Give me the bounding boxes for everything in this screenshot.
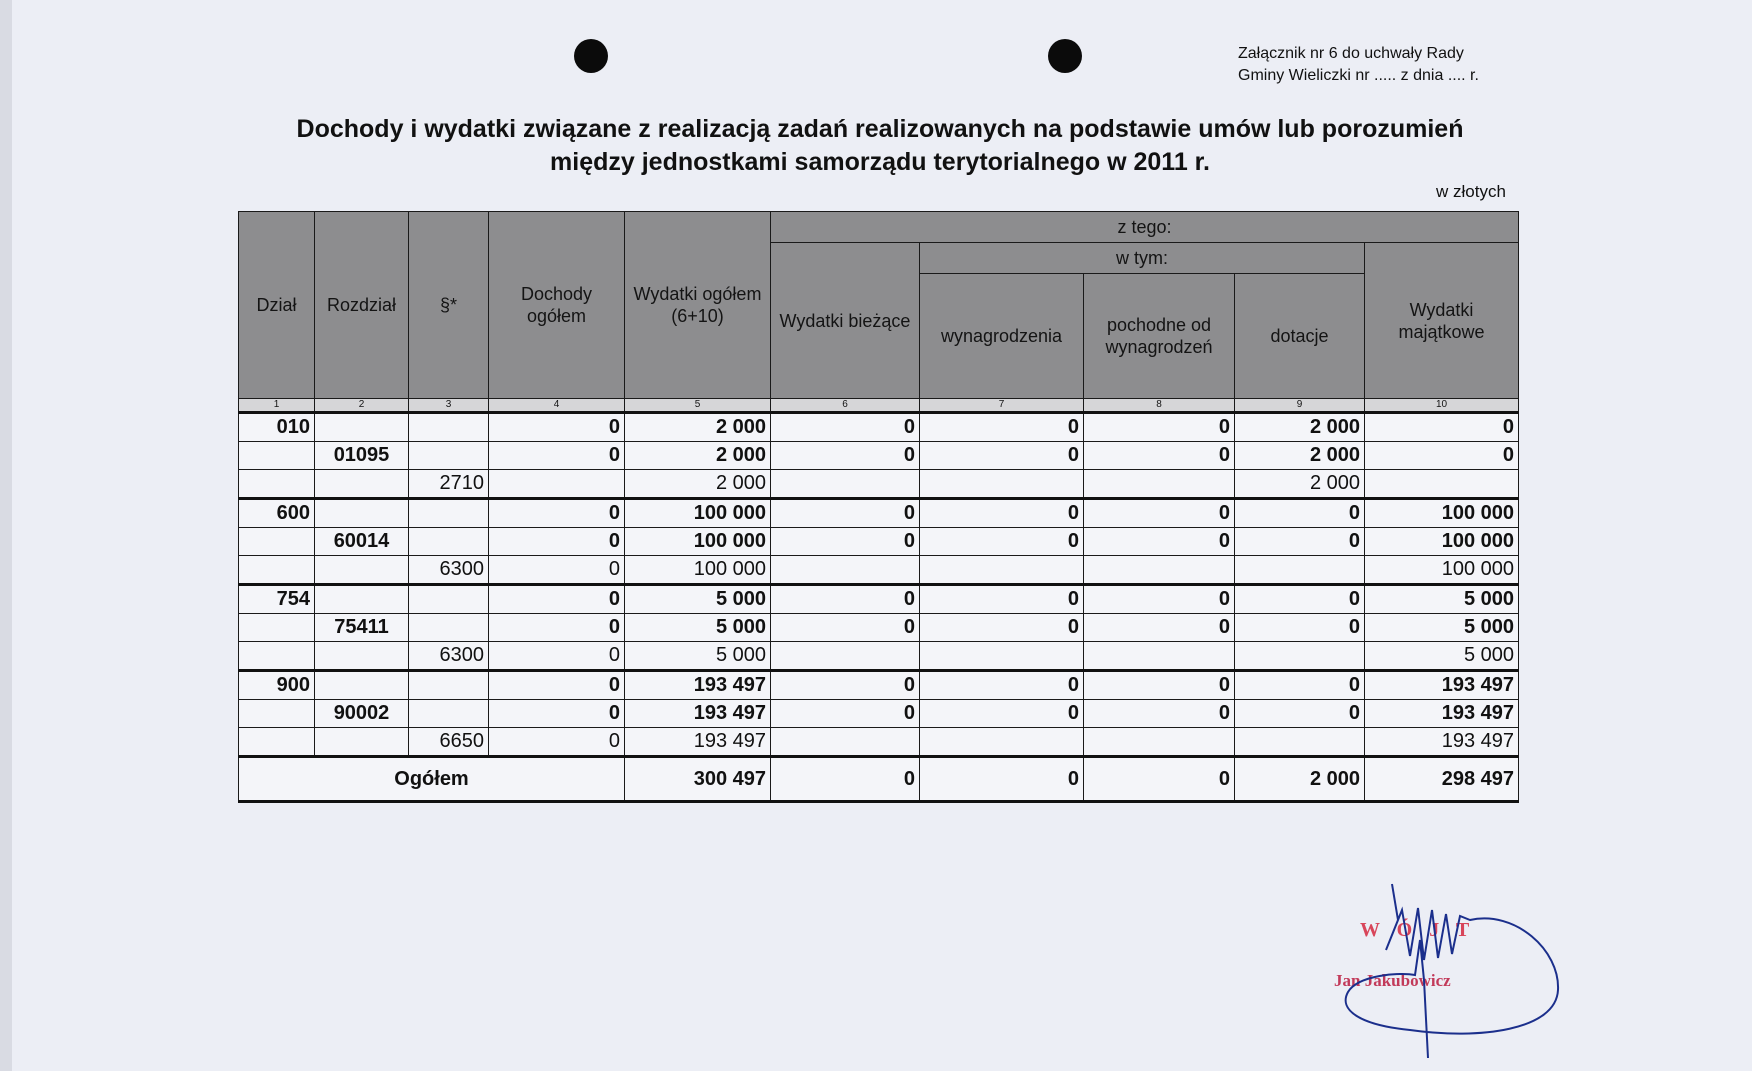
cell-dochody: 0: [489, 671, 625, 700]
cell-wydatki: 100 000: [625, 528, 771, 556]
document-title: [230, 113, 1530, 179]
cell-majatkowe: 100 000: [1365, 528, 1519, 556]
cell-biezace: 0: [771, 671, 920, 700]
header-paragraf: §*: [409, 212, 489, 399]
cell-paragraf: [409, 499, 489, 528]
cell-pochodne: 0: [1084, 528, 1235, 556]
cell-wydatki: 100 000: [625, 556, 771, 585]
cell-paragraf: 6650: [409, 728, 489, 757]
cell-wynagrodzenia: 0: [920, 442, 1084, 470]
cell-wynagrodzenia: 0: [920, 499, 1084, 528]
cell-dotacje: [1235, 642, 1365, 671]
cell-majatkowe: 5 000: [1365, 642, 1519, 671]
cell-dzial: 010: [239, 413, 315, 442]
header-dochody: Dochody ogółem: [489, 212, 625, 399]
total-label: Ogółem: [239, 757, 625, 802]
cell-dotacje: 0: [1235, 700, 1365, 728]
table-row: [239, 642, 1519, 671]
cell-biezace: 0: [771, 413, 920, 442]
total-dotacje: 2 000: [1235, 757, 1365, 802]
col-number: 4: [489, 399, 625, 413]
cell-biezace: [771, 728, 920, 757]
table-row: [239, 528, 1519, 556]
cell-biezace: 0: [771, 528, 920, 556]
total-pochodne: 0: [1084, 757, 1235, 802]
stamp-title: W Ó J T: [1360, 919, 1476, 941]
header-rozdzial: Rozdział: [315, 212, 409, 399]
table-row: [239, 470, 1519, 499]
table-row: [239, 614, 1519, 642]
total-row: [239, 757, 1519, 802]
cell-dzial: 754: [239, 585, 315, 614]
cell-wynagrodzenia: 0: [920, 614, 1084, 642]
cell-wynagrodzenia: 0: [920, 413, 1084, 442]
cell-pochodne: 0: [1084, 413, 1235, 442]
cell-rozdzial: [315, 585, 409, 614]
header-wydatki: Wydatki ogółem (6+10): [625, 212, 771, 399]
cell-paragraf: [409, 585, 489, 614]
cell-biezace: [771, 642, 920, 671]
header-w-tym: w tym:: [920, 243, 1365, 274]
cell-paragraf: 2710: [409, 470, 489, 499]
col-number: 9: [1235, 399, 1365, 413]
header-z-tego: z tego:: [771, 212, 1519, 243]
cell-majatkowe: 100 000: [1365, 556, 1519, 585]
cell-dotacje: 2 000: [1235, 442, 1365, 470]
cell-paragraf: [409, 413, 489, 442]
cell-wynagrodzenia: [920, 556, 1084, 585]
cell-wydatki: 193 497: [625, 728, 771, 757]
cell-dotacje: [1235, 728, 1365, 757]
stamp-name: Jan Jakubowicz: [1334, 971, 1451, 990]
cell-dzial: 900: [239, 671, 315, 700]
total-majatkowe: 298 497: [1365, 757, 1519, 802]
currency-note: w złotych: [1436, 182, 1506, 201]
cell-pochodne: 0: [1084, 499, 1235, 528]
cell-biezace: 0: [771, 700, 920, 728]
cell-paragraf: [409, 614, 489, 642]
cell-dochody: 0: [489, 585, 625, 614]
cell-paragraf: [409, 528, 489, 556]
cell-dochody: 0: [489, 499, 625, 528]
cell-paragraf: [409, 442, 489, 470]
cell-pochodne: 0: [1084, 671, 1235, 700]
cell-paragraf: [409, 671, 489, 700]
header-pochodne: pochodne od wynagrodzeń: [1084, 274, 1235, 399]
cell-wydatki: 2 000: [625, 413, 771, 442]
header-wynagrodzenia: wynagrodzenia: [920, 274, 1084, 399]
header-dzial: Dział: [239, 212, 315, 399]
cell-dzial: [239, 442, 315, 470]
cell-dotacje: 2 000: [1235, 413, 1365, 442]
cell-dzial: [239, 470, 315, 499]
table-row: [239, 413, 1519, 442]
cell-dochody: 0: [489, 614, 625, 642]
cell-dochody: 0: [489, 528, 625, 556]
cell-wydatki: 193 497: [625, 700, 771, 728]
cell-dotacje: 2 000: [1235, 470, 1365, 499]
cell-rozdzial: [315, 499, 409, 528]
title-line-1: Dochody i wydatki związane z realizacją zadań realizowanych na podstawie umów lub porozumień: [296, 115, 1464, 143]
cell-dotacje: 0: [1235, 528, 1365, 556]
col-number: 2: [315, 399, 409, 413]
col-number: 7: [920, 399, 1084, 413]
cell-dochody: 0: [489, 442, 625, 470]
signature-stamp: [1320, 880, 1570, 1060]
cell-biezace: 0: [771, 614, 920, 642]
cell-majatkowe: [1365, 470, 1519, 499]
col-number: 3: [409, 399, 489, 413]
table-row: [239, 671, 1519, 700]
cell-paragraf: [409, 700, 489, 728]
cell-wynagrodzenia: [920, 470, 1084, 499]
table-row: [239, 499, 1519, 528]
cell-dochody: 0: [489, 728, 625, 757]
cell-dzial: [239, 614, 315, 642]
header-dotacje: dotacje: [1235, 274, 1365, 399]
col-number: 6: [771, 399, 920, 413]
cell-dochody: 0: [489, 413, 625, 442]
cell-dotacje: [1235, 556, 1365, 585]
cell-rozdzial: [315, 470, 409, 499]
cell-wydatki: 100 000: [625, 499, 771, 528]
annex-line-1: Załącznik nr 6 do uchwały Rady: [1238, 45, 1464, 62]
table-row: [239, 442, 1519, 470]
cell-wynagrodzenia: 0: [920, 585, 1084, 614]
cell-majatkowe: 193 497: [1365, 700, 1519, 728]
cell-majatkowe: 5 000: [1365, 614, 1519, 642]
annex-note: [1238, 43, 1479, 87]
cell-wydatki: 2 000: [625, 442, 771, 470]
cell-rozdzial: [315, 556, 409, 585]
punch-hole-right: [1048, 39, 1082, 73]
cell-paragraf: 6300: [409, 556, 489, 585]
col-number: 8: [1084, 399, 1235, 413]
table-row: [239, 728, 1519, 757]
annex-line-2: Gminy Wieliczki nr ..... z dnia .... r.: [1238, 67, 1479, 84]
cell-wydatki: 5 000: [625, 585, 771, 614]
cell-wydatki: 193 497: [625, 671, 771, 700]
budget-body: [239, 413, 1519, 802]
cell-dotacje: 0: [1235, 499, 1365, 528]
cell-dochody: 0: [489, 556, 625, 585]
cell-wydatki: 2 000: [625, 470, 771, 499]
cell-dotacje: 0: [1235, 671, 1365, 700]
cell-wynagrodzenia: 0: [920, 671, 1084, 700]
cell-rozdzial: 90002: [315, 700, 409, 728]
cell-rozdzial: [315, 728, 409, 757]
table-row: [239, 556, 1519, 585]
punch-hole-left: [574, 39, 608, 73]
cell-wynagrodzenia: 0: [920, 700, 1084, 728]
title-line-2: między jednostkami samorządu terytorialnego w 2011 r.: [550, 148, 1210, 176]
header-biezace: Wydatki bieżące: [771, 243, 920, 399]
cell-rozdzial: 60014: [315, 528, 409, 556]
cell-majatkowe: 193 497: [1365, 728, 1519, 757]
cell-rozdzial: [315, 642, 409, 671]
cell-pochodne: [1084, 642, 1235, 671]
cell-rozdzial: 75411: [315, 614, 409, 642]
cell-biezace: 0: [771, 585, 920, 614]
cell-wynagrodzenia: [920, 642, 1084, 671]
header-majatkowe: Wydatki majątkowe: [1365, 243, 1519, 399]
table-row: [239, 585, 1519, 614]
cell-rozdzial: [315, 671, 409, 700]
cell-biezace: [771, 556, 920, 585]
cell-wydatki: 5 000: [625, 614, 771, 642]
cell-wydatki: 5 000: [625, 642, 771, 671]
cell-wynagrodzenia: [920, 728, 1084, 757]
col-number: 1: [239, 399, 315, 413]
cell-pochodne: 0: [1084, 585, 1235, 614]
total-biezace: 0: [771, 757, 920, 802]
cell-majatkowe: 5 000: [1365, 585, 1519, 614]
cell-dzial: [239, 556, 315, 585]
page-edge: [0, 0, 12, 1071]
cell-dzial: [239, 528, 315, 556]
cell-dochody: [489, 470, 625, 499]
cell-pochodne: 0: [1084, 442, 1235, 470]
cell-dzial: [239, 700, 315, 728]
cell-dotacje: 0: [1235, 585, 1365, 614]
cell-dochody: 0: [489, 642, 625, 671]
cell-majatkowe: 193 497: [1365, 671, 1519, 700]
total-wynagrodzenia: 0: [920, 757, 1084, 802]
cell-rozdzial: 01095: [315, 442, 409, 470]
cell-pochodne: [1084, 728, 1235, 757]
cell-paragraf: 6300: [409, 642, 489, 671]
cell-pochodne: [1084, 556, 1235, 585]
cell-dzial: [239, 728, 315, 757]
budget-table: [238, 211, 1519, 803]
cell-majatkowe: 0: [1365, 442, 1519, 470]
cell-dzial: 600: [239, 499, 315, 528]
cell-pochodne: 0: [1084, 614, 1235, 642]
table-row: [239, 700, 1519, 728]
cell-biezace: 0: [771, 442, 920, 470]
cell-majatkowe: 0: [1365, 413, 1519, 442]
cell-biezace: 0: [771, 499, 920, 528]
cell-pochodne: [1084, 470, 1235, 499]
cell-dochody: 0: [489, 700, 625, 728]
col-number: 10: [1365, 399, 1519, 413]
cell-rozdzial: [315, 413, 409, 442]
cell-majatkowe: 100 000: [1365, 499, 1519, 528]
total-wydatki: 300 497: [625, 757, 771, 802]
col-number: 5: [625, 399, 771, 413]
cell-biezace: [771, 470, 920, 499]
cell-wynagrodzenia: 0: [920, 528, 1084, 556]
cell-dotacje: 0: [1235, 614, 1365, 642]
cell-pochodne: 0: [1084, 700, 1235, 728]
cell-dzial: [239, 642, 315, 671]
